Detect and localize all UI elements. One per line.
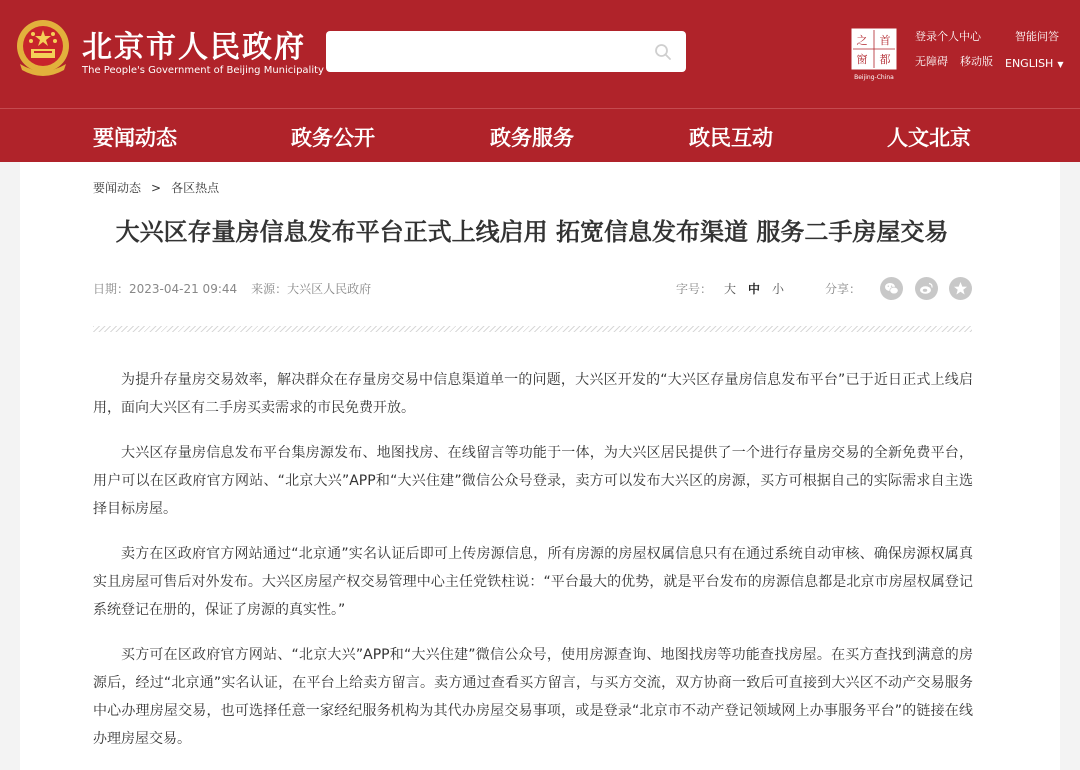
svg-text:之: 之 <box>856 34 868 47</box>
wechat-icon <box>884 281 899 296</box>
article-body <box>93 366 973 770</box>
accessibility-link[interactable]: 无障碍 <box>915 55 948 68</box>
search-icon[interactable] <box>654 43 672 61</box>
svg-text:首: 首 <box>879 34 891 47</box>
article-title: 大兴区存量房信息发布平台正式上线启用 拓宽信息发布渠道 服务二手房屋交易 <box>115 218 949 246</box>
main-nav <box>0 108 1080 162</box>
breadcrumb-level2[interactable]: 各区热点 <box>171 181 220 195</box>
english-label: ENGLISH <box>1005 57 1054 70</box>
article-paragraph: 买方可在区政府官方网站、“北京大兴”APP和“大兴住建”微信公众号，使用房源查询、地图找房等功能查找房屋。在买方查找到满意的房源后，经过“北京通”实名认证，在平台上给卖方留言。卖方通过查看买方留言，与买方交流，双方协商一致后可直接到大兴区不动产交易服务中心办理房屋交易，也可选择任意一家经纪服务机构为其代办房屋交易事项，或是登录“北京市不动产登记领域网上办事服务平台”的链接在线办理房屋交易。 <box>93 647 973 747</box>
nav-item-gov-service[interactable]: 政务服务 <box>490 126 574 150</box>
font-size-small[interactable]: 小 <box>772 282 785 296</box>
star-icon <box>953 281 968 296</box>
share-wechat-button[interactable] <box>880 277 903 300</box>
font-size-large[interactable]: 大 <box>724 282 737 296</box>
nav-item-culture[interactable]: 人文北京 <box>887 126 971 150</box>
font-size-medium[interactable]: 中 <box>748 282 761 296</box>
breadcrumb <box>93 179 219 196</box>
article-paragraph: 大兴区存量房信息发布平台集房源发布、地图找房、在线留言等功能于一体，为大兴区居民提供了一个进行存量房交易的全新免费平台，用户可以在区政府官方网站、“北京大兴”APP和“大兴住建”微信公众号登录，卖方可以发布大兴区的房源，买方可根据自己的实际需求自主选择目标房屋。 <box>93 445 973 517</box>
capital-window-logo[interactable] <box>850 27 898 81</box>
nav-item-interaction[interactable]: 政民互动 <box>689 126 773 150</box>
weibo-icon <box>919 281 934 296</box>
share-qzone-button[interactable] <box>949 277 972 300</box>
breadcrumb-level1[interactable]: 要闻动态 <box>93 181 142 195</box>
article-paragraph: 卖方在区政府官方网站通过“北京通”实名认证后即可上传房源信息，所有房源的房屋权属信息只有在通过系统自动审核、确保房源权属真实且房屋可售后对外发布。大兴区房屋产权交易管理中心主任党铁柱说：“平台最大的优势，就是平台发布的房源信息都是北京市房屋权属登记系统登记在册的，保证了房源的真实性。” <box>93 546 973 618</box>
font-size-label: 字号： <box>676 282 713 296</box>
nav-item-gov-info[interactable]: 政务公开 <box>291 126 375 150</box>
svg-text:Beijing-China: Beijing-China <box>854 74 894 81</box>
breadcrumb-separator: > <box>151 181 162 195</box>
article-divider <box>93 326 972 332</box>
article-meta <box>93 280 371 297</box>
article-source: 来源：大兴区人民政府 <box>251 282 372 296</box>
svg-text:窗: 窗 <box>856 53 868 66</box>
site-subtitle: The People's Government of Beijing Municipality <box>82 65 324 76</box>
article-date: 日期：2023-04-21 09:44 <box>93 282 238 296</box>
article-paragraph: 为提升存量房交易效率，解决群众在存量房交易中信息渠道单一的问题，大兴区开发的“大兴区存量房信息发布平台”已于近日正式上线启用，面向大兴区有二手房买卖需求的市民免费开放。 <box>93 372 973 416</box>
mobile-version-link[interactable]: 移动版 <box>960 55 993 68</box>
nav-item-news[interactable]: 要闻动态 <box>93 126 177 150</box>
share-weibo-button[interactable] <box>915 277 938 300</box>
national-emblem-icon[interactable] <box>14 18 72 80</box>
top-header <box>0 0 1080 108</box>
font-size-control <box>676 280 784 297</box>
login-link[interactable]: 登录个人中心 <box>915 30 981 43</box>
site-title[interactable]: 北京市人民政府 <box>82 30 306 65</box>
svg-text:都: 都 <box>879 53 891 66</box>
smart-qa-link[interactable]: 智能问答 <box>1015 30 1059 43</box>
chevron-down-icon: ▼ <box>1057 60 1064 69</box>
search-input[interactable] <box>326 31 646 72</box>
search-box <box>326 31 686 72</box>
english-link[interactable] <box>1005 57 1064 70</box>
share-label: 分享： <box>825 282 862 296</box>
